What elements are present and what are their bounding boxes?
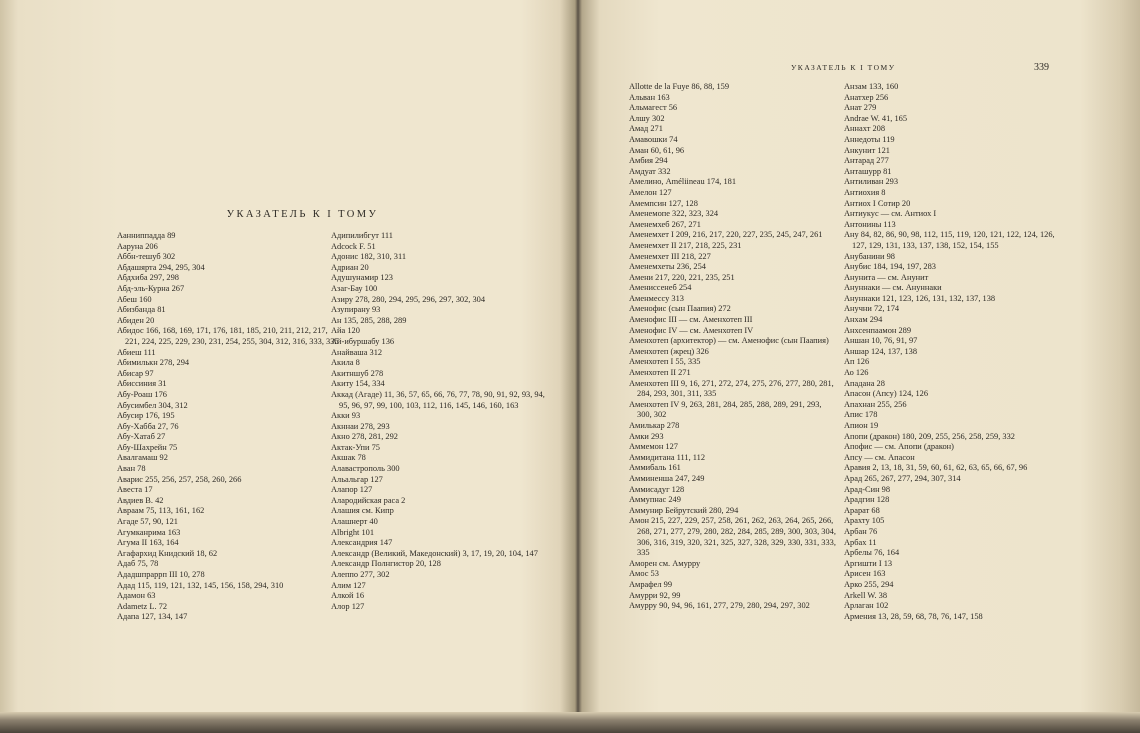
index-entry: Апахнан 255, 256 xyxy=(844,399,907,409)
index-entry: Амениссенеб 254 xyxy=(629,283,692,293)
index-entry: Александр Полнгистор 20, 128 xyxy=(331,559,441,569)
index-entry: Ападана 28 xyxy=(844,378,885,388)
index-entry: Агума II 163, 164 xyxy=(117,538,179,548)
index-entry: Аншан 10, 76, 91, 97 xyxy=(844,336,918,346)
index-entry: Аргишти I 13 xyxy=(844,558,893,568)
index-entry: Арарат 68 xyxy=(844,505,880,515)
index-entry: Адипилибгут 111 xyxy=(331,231,393,240)
index-entry: Амелино, Améliineau 174, 181 xyxy=(629,177,737,187)
index-entry: Аменофис (сын Паапия) 272 xyxy=(629,304,731,314)
index-entry: Аккад (Агаде) 11, 36, 57, 65, 66, 76, 77, 78, 90, 91, 92, 93, 94, 95, 96, 97, 99, 100, 103, 112, 116, 145, 146, 160, 163 xyxy=(331,389,545,410)
index-entry: Агафархид Книдский 18, 62 xyxy=(117,548,218,558)
index-entry: Арадгин 128 xyxy=(844,495,890,505)
index-entry: Акннаи 278, 293 xyxy=(331,421,390,431)
index-entry: Анайвашa 312 xyxy=(331,347,383,357)
index-entry: Апасон (Апсу) 124, 126 xyxy=(844,389,929,399)
index-entry: Александр (Великий, Македонский) 3, 17, 19, 20, 104, 147 xyxy=(331,548,538,558)
index-entry: Алим 127 xyxy=(331,580,366,590)
index-entry: Амки 293 xyxy=(629,431,664,441)
index-entry: Агаде 57, 90, 121 xyxy=(117,517,178,527)
index-entry: Апион 19 xyxy=(844,421,879,430)
running-head: УКАЗАТЕЛЬ К I ТОМУ xyxy=(791,63,896,72)
left-column-1 xyxy=(117,231,340,623)
index-entry: Алшу 302 xyxy=(629,113,665,123)
index-entry: Абусир 176, 195 xyxy=(117,411,175,421)
index-entry: Амон 215, 227, 229, 257, 258, 261, 262, 263, 264, 265, 266, 268, 271, 277, 279, 280, 282, 284, 285, 289, 300, 303, 304, 306, 316, 319, 320, 321, 325, 327, 328, 329, 330, 331, 333, 335 xyxy=(629,516,836,558)
index-entry: Амминенша 247, 249 xyxy=(629,473,705,483)
index-entry: Альван 163 xyxy=(629,92,670,102)
index-entry: Арисен 163 xyxy=(844,569,886,579)
index-entry: Амбия 294 xyxy=(629,156,668,166)
index-entry: Анатхер 256 xyxy=(844,92,889,102)
index-entry: Амрафел 99 xyxy=(629,579,673,589)
index-entry: Авраам 75, 113, 161, 162 xyxy=(117,506,205,516)
index-entry: Andrae W. 41, 165 xyxy=(844,113,908,123)
index-entry: Актак-Упи 75 xyxy=(331,442,380,452)
index-entry: Ану 84, 82, 86, 90, 98, 112, 115, 119, 120, 121, 122, 124, 126, 127, 129, 131, 133, 137, 138, 152, 154, 155 xyxy=(844,230,1055,250)
index-entry: Аменхотеп I 55, 335 xyxy=(629,357,701,367)
index-entry: Adcock F. 51 xyxy=(331,241,376,251)
index-entry: Ададшпраррп III 10, 278 xyxy=(117,570,205,579)
index-entry: Арбан 76 xyxy=(844,526,878,536)
index-entry: Агумканрима 163 xyxy=(117,527,181,537)
index-entry: Азупирану 93 xyxy=(331,305,381,315)
index-entry: Адамон 63 xyxy=(117,591,156,601)
index-entry: Аменмессу 313 xyxy=(629,293,684,303)
index-entry: Аменемопе 322, 323, 324 xyxy=(629,209,719,219)
index-entry: Абдашярта 294, 295, 304 xyxy=(117,262,205,272)
index-entry: Аменофис III — см. Аменхотеп III xyxy=(629,315,753,325)
index-entry: Антиукус — см. Антиох I xyxy=(844,209,937,219)
index-entry: Альмагест 56 xyxy=(629,103,678,113)
index-entry: Амурри 92, 99 xyxy=(629,590,681,600)
index-entry: Акно 278, 281, 292 xyxy=(331,432,398,442)
index-entry: Абу-Шахрейн 75 xyxy=(117,442,178,452)
index-entry: Акиту 154, 334 xyxy=(331,379,385,389)
index-entry: Абдхиба 297, 298 xyxy=(117,273,179,283)
index-entry: Адаб 75, 78 xyxy=(117,559,159,569)
index-entry: Арко 255, 294 xyxy=(844,579,894,589)
index-entry: Ай-ибуршабу 136 xyxy=(331,336,395,346)
index-entry: Абидос 166, 168, 169, 171, 176, 181, 185, 210, 211, 212, 217, 221, 224, 225, 229, 230, 231, 254, 255, 304, 312, 316, 333, 335 xyxy=(117,326,339,346)
index-entry: Анубис 184, 194, 197, 283 xyxy=(844,262,936,272)
index-entry: Авдиев В. 42 xyxy=(117,495,164,505)
index-entry: Акила 8 xyxy=(331,358,360,368)
index-entry: Амад 271 xyxy=(629,124,663,134)
index-entry: Апофис — см. Апопи (дракон) xyxy=(844,442,954,452)
index-entry: Алор 127 xyxy=(331,601,365,611)
index-entry: Антиливан 293 xyxy=(844,177,899,187)
index-entry: Адушунамир 123 xyxy=(331,273,393,283)
left-column-2 xyxy=(331,231,553,612)
index-entry: Анат 279 xyxy=(844,103,877,113)
index-entry: Аман 60, 61, 96 xyxy=(629,145,685,155)
index-entry: Амавошки 74 xyxy=(629,134,678,144)
index-entry: Азаг-Бау 100 xyxy=(331,283,378,293)
index-entry: Алавастрополь 300 xyxy=(331,464,400,474)
index-entry: Аменемхет I 209, 216, 217, 220, 227, 235, 245, 247, 261 xyxy=(629,230,823,240)
index-entry: Алеппо 277, 302 xyxy=(331,570,390,579)
index-entry: Антонины 113 xyxy=(844,219,896,229)
index-entry: Акитншуб 278 xyxy=(331,368,384,378)
index-entry: Albright 101 xyxy=(331,527,375,537)
index-entry: Амилькар 278 xyxy=(629,421,680,430)
index-entry: Амдуат 332 xyxy=(629,166,671,176)
index-entry: Абизбанда 81 xyxy=(117,305,166,315)
index-entry: Адонис 182, 310, 311 xyxy=(331,252,407,262)
index-entry: Аменхотеп (жрец) 326 xyxy=(629,346,709,356)
index-entry: Арлаган 102 xyxy=(844,601,889,611)
index-entry: Амемпсин 127, 128 xyxy=(629,198,698,208)
index-entry: Арад-Син 98 xyxy=(844,484,891,494)
index-entry: Акшак 78 xyxy=(331,453,366,463)
right-page xyxy=(588,0,1128,715)
index-title: УКАЗАТЕЛЬ К I ТОМУ xyxy=(226,209,379,220)
index-entry: Аббн-тешуб 302 xyxy=(117,252,176,262)
right-column-1 xyxy=(629,82,836,612)
index-entry: Анзам 133, 160 xyxy=(844,82,899,91)
index-entry: Адад 115, 119, 121, 132, 145, 156, 158, 294, 310 xyxy=(117,580,284,590)
index-entry: Алашнерт 40 xyxy=(331,517,378,527)
index-entry: Алародийская раса 2 xyxy=(331,495,406,505)
right-column-2 xyxy=(844,82,1069,622)
index-entry: Аменемхеты 236, 254 xyxy=(629,262,706,272)
index-entry: Аннедоты 119 xyxy=(844,134,895,144)
index-entry: Арбах 11 xyxy=(844,537,877,547)
index-entry: Allotte de la Fuye 86, 88, 159 xyxy=(629,82,730,91)
index-entry: Аммисадуг 128 xyxy=(629,484,685,494)
index-entry: Аменхотеп III 9, 16, 271, 272, 274, 275, 276, 277, 280, 281, 284, 293, 301, 311, 335 xyxy=(629,378,834,399)
index-entry: Аварис 255, 256, 257, 258, 260, 266 xyxy=(117,474,242,484)
index-entry: Антиох I Сотир 20 xyxy=(844,198,911,208)
index-entry: Аммунир Бейрутский 280, 294 xyxy=(629,505,739,515)
index-entry: Аммемон 127 xyxy=(629,442,678,452)
index-entry: Ануннаки — см. Ануннаки xyxy=(844,283,942,293)
index-entry: Алкой 16 xyxy=(331,591,365,601)
index-entry: Амос 53 xyxy=(629,569,659,579)
index-entry: Арад 265, 267, 277, 294, 307, 314 xyxy=(844,473,961,483)
index-entry: Анучни 72, 174 xyxy=(844,304,900,314)
page-number: 339 xyxy=(1034,62,1049,73)
index-entry: Аменхотеп II 271 xyxy=(629,368,691,378)
index-entry: Абисар 97 xyxy=(117,368,154,378)
index-entry: Алашия см. Кипр xyxy=(331,506,394,516)
index-entry: Антиохия 8 xyxy=(844,187,886,197)
index-entry: Абу-Хатаб 27 xyxy=(117,432,166,442)
index-entry: Абусимбел 304, 312 xyxy=(117,400,188,410)
index-entry: Абиссиния 31 xyxy=(117,379,167,389)
index-entry: Аммупнас 249 xyxy=(629,495,681,505)
index-entry: Альальгар 127 xyxy=(331,474,383,484)
index-entry: Аннахт 208 xyxy=(844,124,886,134)
index-entry: Адриан 20 xyxy=(331,262,369,272)
index-entry: Ан 135, 285, 288, 289 xyxy=(331,315,407,325)
index-entry: Ануннаки 121, 123, 126, 131, 132, 137, 138 xyxy=(844,293,996,303)
index-entry: Аменемхет II 217, 218, 225, 231 xyxy=(629,240,742,250)
index-entry: Аменхотеп IV 9, 263, 281, 284, 285, 288, 289, 291, 293, 300, 302 xyxy=(629,399,822,420)
index-entry: Аравия 2, 13, 18, 31, 59, 60, 61, 62, 63, 65, 66, 67, 96 xyxy=(844,463,1028,473)
index-entry: Аван 78 xyxy=(117,464,146,474)
index-entry: Ао 126 xyxy=(844,368,869,378)
index-entry: Ап 126 xyxy=(844,357,870,367)
index-entry: Arkell W. 38 xyxy=(844,590,888,600)
index-entry: Аанниппадда 89 xyxy=(117,231,176,240)
index-entry: Аншар 124, 137, 138 xyxy=(844,346,918,356)
index-entry: Адапа 127, 134, 147 xyxy=(117,612,188,622)
index-entry: Амурру 90, 94, 96, 161, 277, 279, 280, 294, 297, 302 xyxy=(629,601,810,611)
index-entry: Азиру 278, 280, 294, 295, 296, 297, 302, 304 xyxy=(331,294,486,304)
index-entry: Абу-Роаш 176 xyxy=(117,389,167,399)
index-entry: Абд-эль-Курна 267 xyxy=(117,283,185,293)
index-entry: Анкунит 121 xyxy=(844,145,890,155)
index-entry: Аменофис IV — см. Аменхотеп IV xyxy=(629,325,754,335)
index-entry: Авеста 17 xyxy=(117,485,153,495)
index-entry: Апсу — см. Апасон xyxy=(844,452,915,462)
index-entry: Абиеш 111 xyxy=(117,347,156,357)
index-entry: Adametz L. 72 xyxy=(117,601,168,611)
book-edge xyxy=(0,712,1140,733)
index-entry: Апис 178 xyxy=(844,410,878,420)
index-entry: Аммибаль 161 xyxy=(629,463,681,473)
index-entry: Анташурр 81 xyxy=(844,166,892,176)
index-entry: Аммидитана 111, 112 xyxy=(629,452,706,462)
index-entry: Амени 217, 220, 221, 235, 251 xyxy=(629,272,735,282)
index-entry: Анунита — см. Анунит xyxy=(844,272,929,282)
index-entry: Айа 120 xyxy=(331,326,360,336)
index-entry: Ааруна 206 xyxy=(117,241,158,251)
index-entry: Анхам 294 xyxy=(844,315,883,325)
index-entry: Апопи (дракон) 180, 209, 255, 256, 258, 259, 332 xyxy=(844,431,1015,441)
index-entry: Абу-Хабба 27, 76 xyxy=(117,421,179,431)
index-entry: Алапор 127 xyxy=(331,485,373,495)
index-entry: Антарад 277 xyxy=(844,156,889,166)
index-entry: Абимилькн 278, 294 xyxy=(117,358,190,368)
left-page xyxy=(30,0,575,715)
index-entry: Арбелы 76, 164 xyxy=(844,548,900,558)
index-entry: Амелон 127 xyxy=(629,187,672,197)
index-entry: Абеш 160 xyxy=(117,294,152,304)
index-entry: Александрия 147 xyxy=(331,538,393,548)
index-entry: Анхсенпаамон 289 xyxy=(844,325,912,335)
index-entry: Аменхотеп (архитектор) — см. Аменофис (сын Паапия) xyxy=(629,336,829,346)
index-entry: Аменемхеб 267, 271 xyxy=(629,219,701,229)
index-entry: Абиден 20 xyxy=(117,315,155,325)
index-entry: Армения 13, 28, 59, 68, 78, 76, 147, 158 xyxy=(844,611,983,621)
index-entry: Аморен см. Амурру xyxy=(629,558,701,568)
index-entry: Анубанини 98 xyxy=(844,251,895,261)
index-entry: Авалгамаш 92 xyxy=(117,453,168,463)
index-entry: Акки 93 xyxy=(331,411,361,421)
index-entry: Аменемхет III 218, 227 xyxy=(629,251,711,261)
index-entry: Арахту 105 xyxy=(844,516,885,526)
